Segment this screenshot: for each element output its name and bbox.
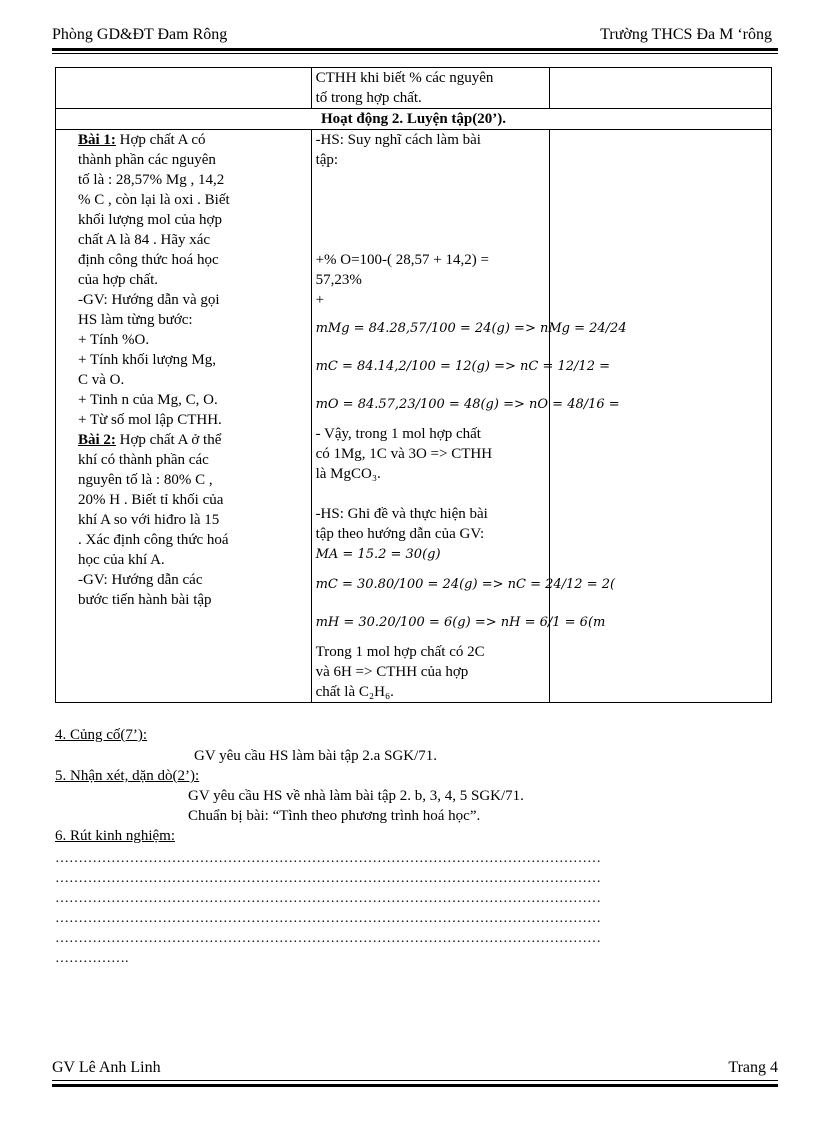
nhan-xet-title: 5. Nhận xét, dặn dò(2’):	[55, 768, 200, 784]
formula-mg: mMg = 84.28,57/100 = 24(g) => nMg = 24/24	[315, 321, 627, 336]
text-line: C và O.	[78, 372, 125, 388]
table-row	[56, 68, 772, 109]
text-line: % C , còn lại là oxi . Biết	[78, 192, 230, 208]
text-line: CTHH khi biết % các nguyên	[315, 70, 494, 86]
dots-line: ………………………………………………………………………………………………………	[55, 911, 601, 926]
text-line: khí A so với hiđro là 15	[78, 512, 220, 528]
text-line: của hợp chất.	[78, 272, 158, 288]
text-line: có 1Mg, 1C và 3O => CTHH	[315, 446, 493, 462]
dots-line: ………………………………………………………………………………………………………	[55, 891, 601, 906]
text-line: +% O=100-( 28,57 + 14,2) =	[315, 252, 489, 268]
formula-mc: mC = 30.80/100 = 24(g) => nC = 24/12 = 2(	[315, 577, 616, 592]
footer-rule-thick	[52, 1084, 778, 1087]
spacer	[316, 484, 545, 504]
text-line: tập:	[315, 152, 339, 168]
formula-ma: MA = 15.2 = 30(g)	[315, 547, 441, 562]
text-line: tố trong hợp chất.	[315, 90, 422, 106]
text-line: -GV: Hướng dẫn và gọi	[78, 292, 220, 308]
bai2-first-line	[78, 430, 307, 450]
bai1-first-line	[78, 130, 307, 150]
empty-cell	[56, 68, 312, 109]
text-line: nguyên tố là : 80% C ,	[78, 472, 213, 488]
dots-line: ………………………………………………………………………………………………………	[55, 851, 601, 866]
text-line: + Tinh n của Mg, C, O.	[78, 392, 218, 408]
cung-co-text: GV yêu cầu HS làm bài tập 2.a SGK/71.	[194, 748, 438, 764]
text-line: Hợp chất A ở thể	[115, 432, 222, 448]
formula-mh: mH = 30.20/100 = 6(g) => nH = 6/1 = 6(m	[315, 615, 606, 630]
header-right: Trường THCS Đa M ‘rông	[600, 26, 772, 43]
text-line: Trong 1 mol hợp chất có 2C	[315, 644, 485, 660]
text-line: +	[315, 292, 325, 308]
page-footer	[52, 1059, 778, 1079]
text-line: HS làm từng bước:	[78, 312, 193, 328]
text-line: + Tính %O.	[78, 332, 150, 348]
text-line: khối lượng mol của hợp	[78, 212, 222, 228]
spacer	[316, 170, 545, 250]
formula-o: mO = 84.57,23/100 = 48(g) => nO = 48/16 =	[315, 397, 620, 412]
teacher-activity-cell	[56, 130, 312, 703]
empty-cell	[549, 68, 771, 109]
dots-line: …………….	[55, 951, 129, 966]
header-rule-thick	[52, 48, 778, 51]
text-line: -HS: Suy nghĩ cách làm bài	[315, 132, 481, 148]
formula-c: mC = 84.14,2/100 = 12(g) => nC = 12/12 =	[315, 359, 610, 374]
text-line: chất là C₂H₆.	[315, 684, 394, 700]
cung-co-title: 4. Củng cố(7’):	[55, 727, 148, 743]
header-left: Phòng GD&ĐT Đam Rông	[52, 26, 228, 43]
text-line: học của khí A.	[78, 552, 165, 568]
nhan-xet-line1: GV yêu cầu HS về nhà làm bài tập 2. b, 3, 4, 5 SGK/71.	[188, 788, 524, 804]
text-line: tố là : 28,57% Mg , 14,2	[78, 172, 225, 188]
text-line: chất A là 84 . Hãy xác	[78, 232, 211, 248]
text-line: định công thức hoá học	[78, 252, 219, 268]
lesson-table	[55, 67, 772, 703]
dots-line: ………………………………………………………………………………………………………	[55, 931, 601, 946]
text-line: tập theo hướng dẫn của GV:	[315, 526, 485, 542]
text-line: -GV: Hướng dẫn các	[78, 572, 203, 588]
activity-heading: Hoạt động 2. Luyện tập(20’).	[56, 109, 772, 130]
text-line: -HS: Ghi đề và thực hiện bài	[315, 506, 488, 522]
text-line: Hợp chất A có	[115, 132, 206, 148]
text-line: là MgCO₃.	[315, 466, 381, 482]
footer-right: Trang 4	[728, 1059, 778, 1076]
header-rule-thin	[52, 53, 778, 54]
text-line: và 6H => CTHH của hợp	[315, 664, 469, 680]
text-line: khí có thành phần các	[78, 452, 209, 468]
text-line: bước tiến hành bài tập	[78, 592, 212, 608]
row0-method-cell	[311, 68, 549, 109]
text-line: + Từ số mol lập CTHH.	[78, 412, 222, 428]
text-line: 20% H . Biết tỉ khối của	[78, 492, 224, 508]
rut-kinh-nghiem-title: 6. Rút kinh nghiệm:	[55, 828, 175, 844]
bai2-label: Bài 2:	[78, 432, 116, 448]
text-line: 57,23%	[315, 272, 362, 288]
table-row	[56, 130, 772, 703]
text-line: thành phần các nguyên	[78, 152, 216, 168]
text-line: . Xác định công thức hoá	[78, 532, 229, 548]
bai1-label: Bài 1:	[78, 132, 116, 148]
footer-left: GV Lê Anh Linh	[52, 1059, 161, 1076]
table-row	[56, 109, 772, 130]
text-line: + Tính khối lượng Mg,	[78, 352, 217, 368]
page-header	[52, 26, 772, 46]
dots-line: ………………………………………………………………………………………………………	[55, 871, 601, 886]
nhan-xet-line2: Chuẩn bị bài: “Tình theo phương trình hoá học”.	[188, 808, 481, 824]
student-activity-cell	[311, 130, 627, 703]
text-line: - Vậy, trong 1 mol hợp chất	[315, 426, 481, 442]
footer-rule-thin	[52, 1080, 778, 1081]
